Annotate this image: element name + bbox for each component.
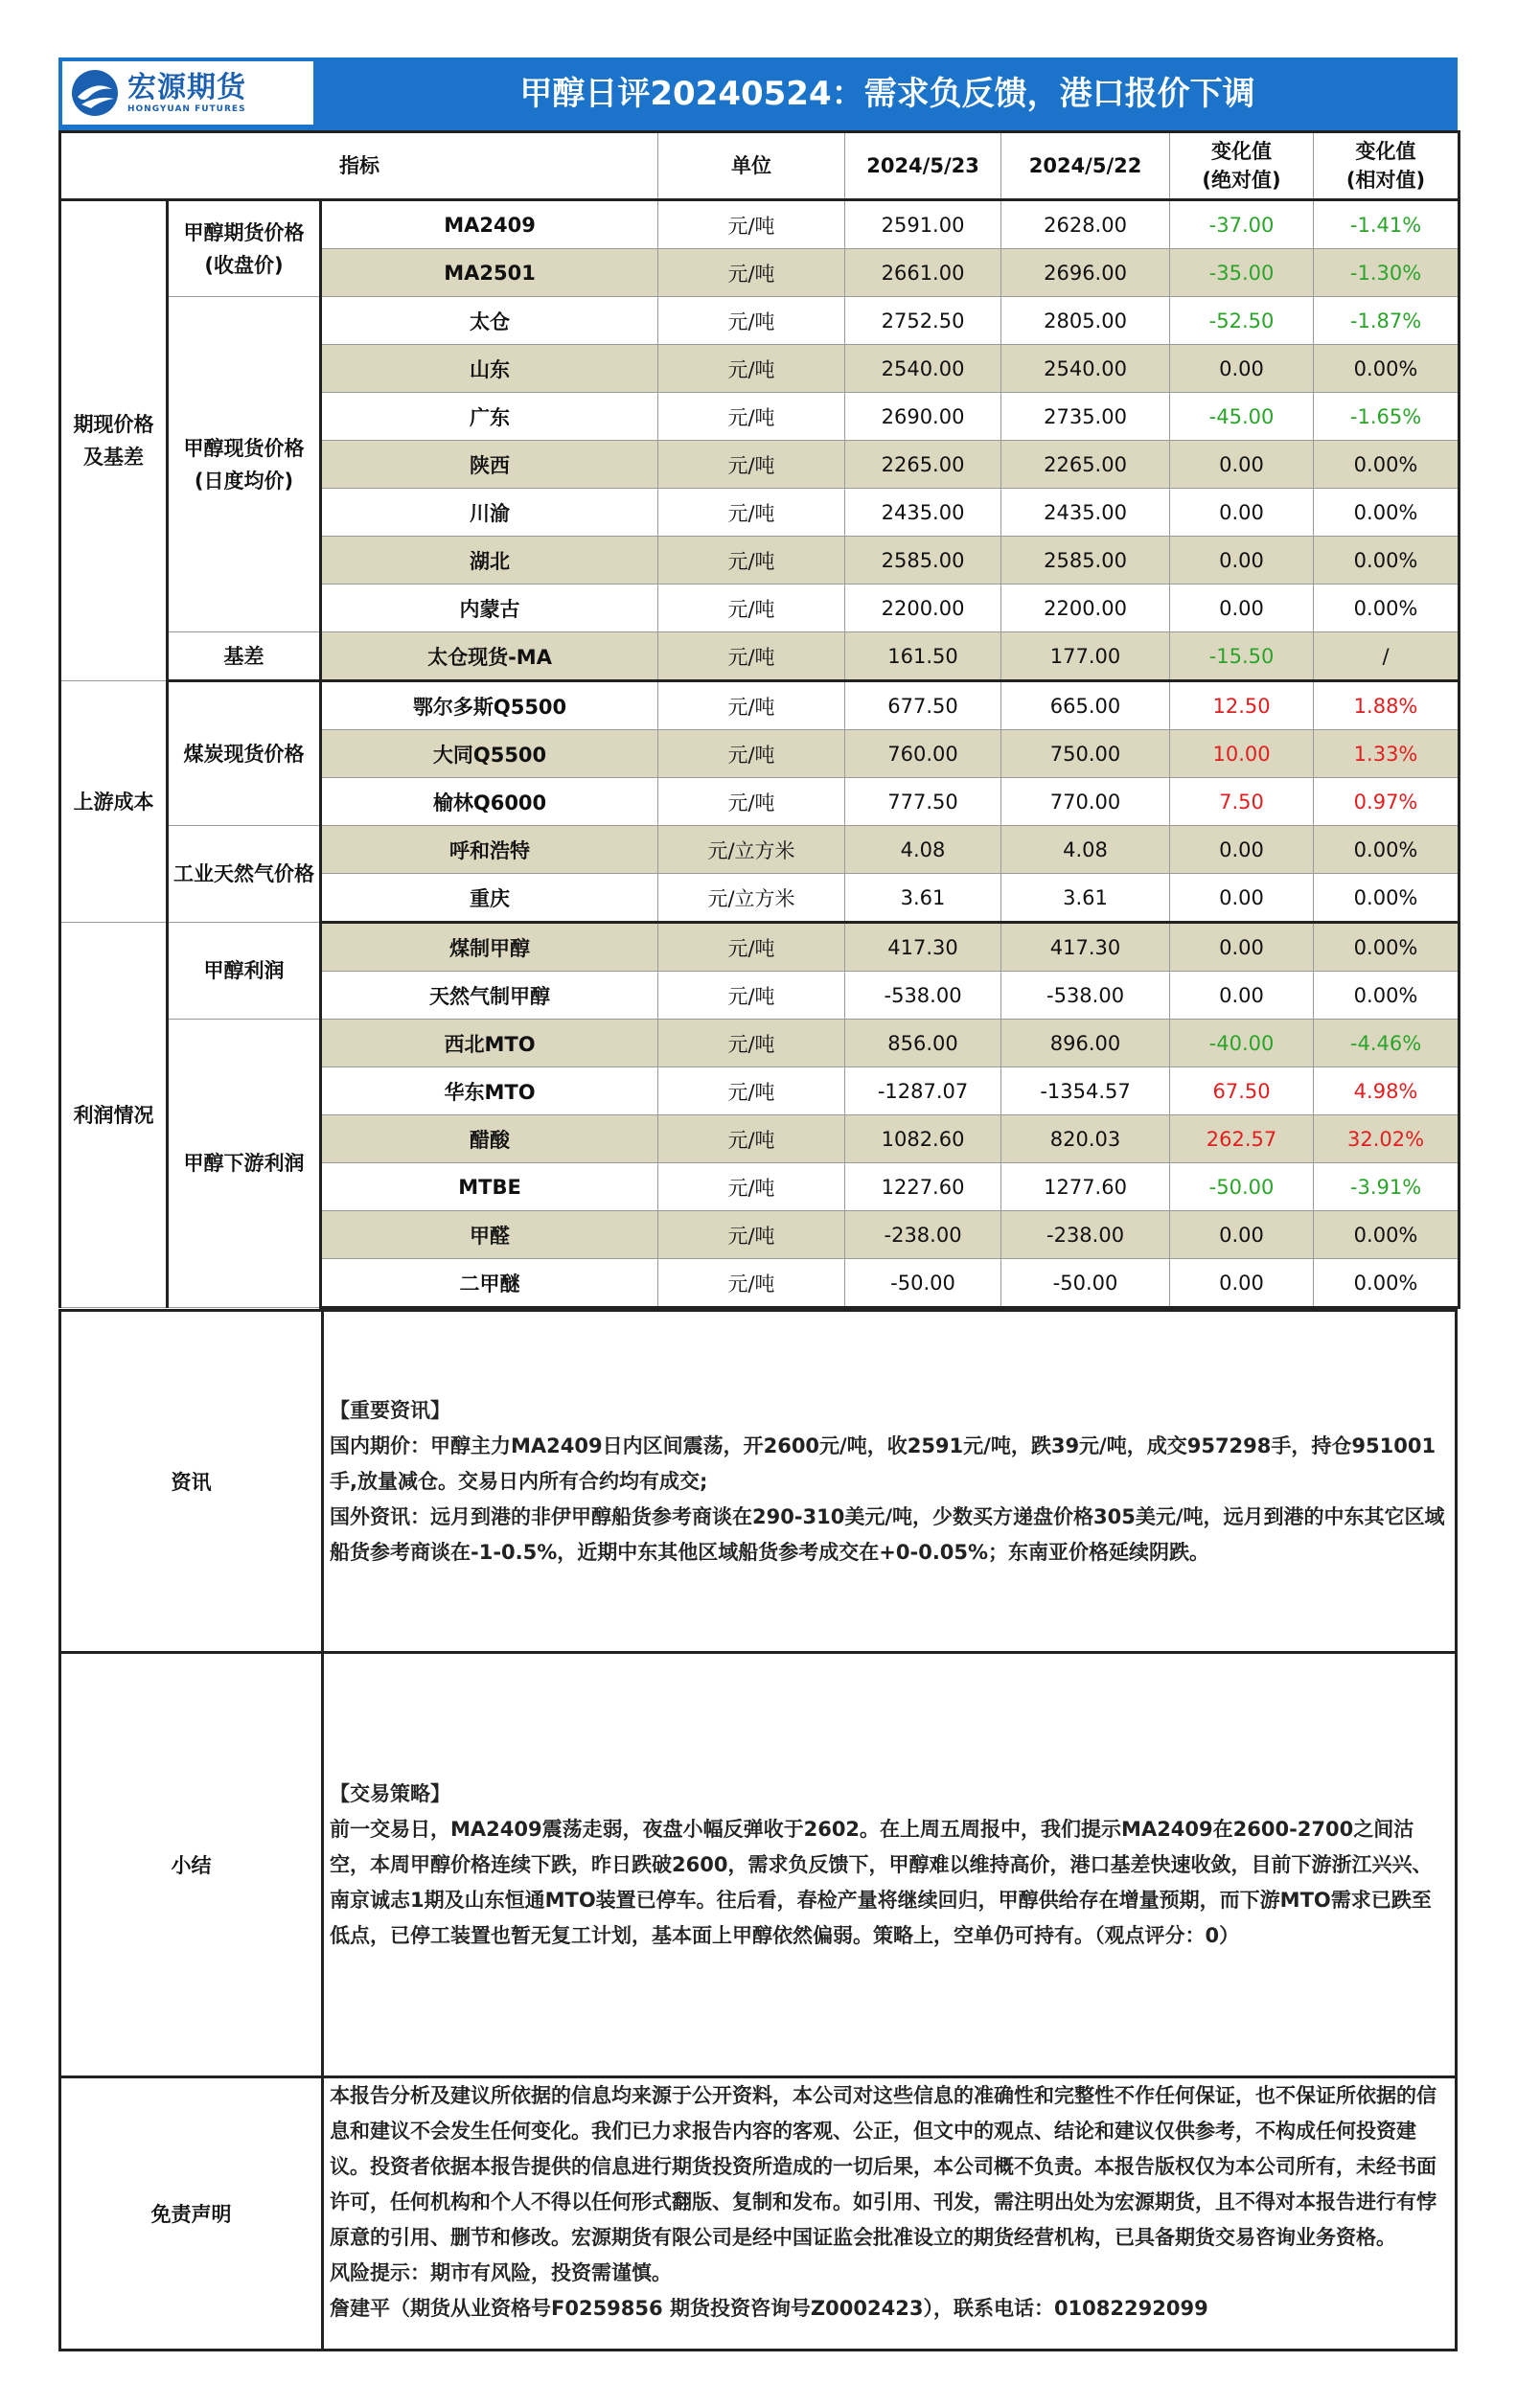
value-date-2: 2696.00 [1001,249,1170,297]
change-rel-cell: -1.65% [1314,393,1460,441]
indicator-name: 西北MTO [321,1020,658,1067]
news-heading: 【重要资讯】 [330,1398,450,1422]
change-abs-cell: 10.00 [1170,730,1314,778]
change-rel-cell: 4.98% [1314,1067,1460,1115]
report-title: 甲醇日评20240524：需求负反馈，港口报价下调 [519,75,1255,113]
unit-cell: 元/吨 [658,1115,845,1163]
category-cell: 利润情况 [60,923,168,1308]
value-date-2: 3.61 [1001,874,1170,923]
indicator-name: 太仓 [321,297,658,345]
value-date-1: 2435.00 [845,489,1001,537]
unit-cell: 元/吨 [658,1211,845,1259]
change-abs-cell: 0.00 [1170,923,1314,972]
news-label: 资讯 [60,1311,323,1653]
indicator-name: 川渝 [321,489,658,537]
indicator-name: 陕西 [321,441,658,489]
table-row [60,923,1460,972]
value-date-2: -50.00 [1001,1259,1170,1308]
unit-cell: 元/立方米 [658,874,845,923]
value-date-2: 2585.00 [1001,537,1170,585]
change-rel-cell: -1.30% [1314,249,1460,297]
change-abs-cell: 12.50 [1170,681,1314,730]
col-date-1: 2024/5/23 [845,132,1001,200]
change-abs-cell: -37.00 [1170,200,1314,249]
value-date-1: 2690.00 [845,393,1001,441]
value-date-1: 4.08 [845,826,1001,874]
subcategory-cell: 工业天然气价格 [168,826,321,923]
change-abs-cell: 262.57 [1170,1115,1314,1163]
indicator-name: 广东 [321,393,658,441]
company-logo [62,61,313,125]
value-date-1: 777.50 [845,778,1001,826]
change-rel-cell: 0.00% [1314,441,1460,489]
value-date-1: 760.00 [845,730,1001,778]
unit-cell: 元/吨 [658,1067,845,1115]
change-abs-cell: 0.00 [1170,345,1314,393]
news-section [60,1311,1457,1653]
value-date-1: 2200.00 [845,585,1001,632]
unit-cell: 元/吨 [658,778,845,826]
report-page [58,57,1458,2351]
change-rel-cell: -4.46% [1314,1020,1460,1067]
indicator-name: MA2409 [321,200,658,249]
text-sections [58,1309,1458,2351]
value-date-2: -238.00 [1001,1211,1170,1259]
summary-body [323,1653,1457,2077]
value-date-1: 677.50 [845,681,1001,730]
change-rel-cell: 0.00% [1314,923,1460,972]
summary-strategy: 前一交易日，MA2409震荡走弱，夜盘小幅反弹收于2602。在上周五周报中，我们提示MA2409在2600-2700之间沽空，本周甲醇价格连续下跌，昨日跌破2600，需求负反馈下，甲醇难以维持高价，港口基差快速收敛，目前下游浙江兴兴、南京诚志1期及山东恒通MTO装置已停车。往后看，春检产量将继续回归，甲醇供给存在增量预期，而下游MTO需求已跌至低点，已停工装置也暂无复工计划，基本面上甲醇依然偏弱。策略上，空单仍可持有。（观点评分：0） [330,1817,1433,1947]
change-rel-cell: 0.00% [1314,345,1460,393]
indicator-name: 二甲醚 [321,1259,658,1308]
change-abs-cell: 7.50 [1170,778,1314,826]
logo-en-text: HONGYUAN FUTURES [127,104,246,114]
col-date-2: 2024/5/22 [1001,132,1170,200]
logo-cn-text: 宏源期货 [127,71,246,104]
disclaimer-text: 本报告分析及建议所依据的信息均来源于公开资料，本公司对这些信息的准确性和完整性不作任何保证，也不保证所依据的信息和建议不会发生任何变化。我们已力求报告内容的客观、公正，但文中的观点、结论和建议仅供参考，不构成任何投资建议。投资者依据本报告提供的信息进行期货投资所造成的一切后果，本公司概不负责。本报告版权仅为本公司所有，未经书面许可，任何机构和个人不得以任何形式翻版、复制和发布。如引用、刊发，需注明出处为宏源期货，且不得对本报告进行有悖原意的引用、删节和修改。宏源期货有限公司是经中国证监会批准设立的期货经营机构，已具备期货交易咨询业务资格。 [330,2084,1437,2249]
col-indicator: 指标 [60,132,658,200]
indicator-name: 呼和浩特 [321,826,658,874]
summary-heading: 【交易策略】 [330,1781,450,1805]
subcategory-cell: 甲醇期货价格 (收盘价) [168,200,321,297]
indicator-name: 甲醛 [321,1211,658,1259]
disclaimer-body [323,2077,1457,2351]
change-rel-cell: 0.97% [1314,778,1460,826]
unit-cell: 元/吨 [658,249,845,297]
unit-cell: 元/吨 [658,1163,845,1211]
value-date-1: 2752.50 [845,297,1001,345]
change-abs-cell: 0.00 [1170,537,1314,585]
change-abs-cell: 0.00 [1170,874,1314,923]
value-date-1: 856.00 [845,1020,1001,1067]
unit-cell: 元/立方米 [658,826,845,874]
subcategory-cell: 基差 [168,632,321,681]
value-date-2: 2265.00 [1001,441,1170,489]
indicator-name: 内蒙古 [321,585,658,632]
value-date-2: 2435.00 [1001,489,1170,537]
indicator-name: 湖北 [321,537,658,585]
col-change-abs: 变化值 (绝对值) [1170,132,1314,200]
change-abs-cell: -15.50 [1170,632,1314,681]
change-abs-cell: -52.50 [1170,297,1314,345]
indicator-name: 山东 [321,345,658,393]
table-row [60,200,1460,249]
change-rel-cell: 1.88% [1314,681,1460,730]
value-date-1: 1227.60 [845,1163,1001,1211]
value-date-1: -50.00 [845,1259,1001,1308]
hongyuan-logo-icon [70,68,120,118]
report-header [58,57,1458,130]
value-date-1: 2265.00 [845,441,1001,489]
unit-cell: 元/吨 [658,923,845,972]
col-unit: 单位 [658,132,845,200]
summary-section [60,1653,1457,2077]
value-date-2: 2735.00 [1001,393,1170,441]
unit-cell: 元/吨 [658,489,845,537]
value-date-1: 417.30 [845,923,1001,972]
unit-cell: 元/吨 [658,585,845,632]
value-date-2: 2628.00 [1001,200,1170,249]
change-rel-cell: -1.87% [1314,297,1460,345]
change-rel-cell: 0.00% [1314,489,1460,537]
indicator-name: 天然气制甲醇 [321,972,658,1020]
unit-cell: 元/吨 [658,537,845,585]
subcategory-cell: 甲醇现货价格 (日度均价) [168,297,321,632]
col-change-rel: 变化值 (相对值) [1314,132,1460,200]
value-date-1: 161.50 [845,632,1001,681]
disclaimer-label: 免责声明 [60,2077,323,2351]
unit-cell: 元/吨 [658,632,845,681]
indicator-name: 榆林Q6000 [321,778,658,826]
change-abs-cell: 0.00 [1170,972,1314,1020]
change-rel-cell: -1.41% [1314,200,1460,249]
table-row [60,681,1460,730]
value-date-2: 750.00 [1001,730,1170,778]
value-date-2: 417.30 [1001,923,1170,972]
value-date-1: 2661.00 [845,249,1001,297]
subcategory-cell: 甲醇利润 [168,923,321,1020]
analyst-contact: 詹建平（期货从业资格号F0259856 期货投资咨询号Z0002423），联系电话：01082292099 [330,2297,1208,2320]
value-date-1: -238.00 [845,1211,1001,1259]
indicator-name: MA2501 [321,249,658,297]
change-abs-cell: 0.00 [1170,1211,1314,1259]
indicator-name: 煤制甲醇 [321,923,658,972]
value-date-1: 3.61 [845,874,1001,923]
value-date-2: 177.00 [1001,632,1170,681]
change-rel-cell: 0.00% [1314,1259,1460,1308]
indicator-name: 鄂尔多斯Q5500 [321,681,658,730]
category-cell: 上游成本 [60,681,168,923]
change-abs-cell: -50.00 [1170,1163,1314,1211]
value-date-1: 2540.00 [845,345,1001,393]
change-abs-cell: 0.00 [1170,441,1314,489]
unit-cell: 元/吨 [658,730,845,778]
table-row [60,297,1460,345]
value-date-2: 820.03 [1001,1115,1170,1163]
value-date-1: 2585.00 [845,537,1001,585]
value-date-1: -538.00 [845,972,1001,1020]
indicator-name: 华东MTO [321,1067,658,1115]
indicator-name: 重庆 [321,874,658,923]
indicator-name: 太仓现货-MA [321,632,658,681]
change-abs-cell: 0.00 [1170,826,1314,874]
value-date-2: 1277.60 [1001,1163,1170,1211]
indicator-name: 大同Q5500 [321,730,658,778]
indicator-name: MTBE [321,1163,658,1211]
change-rel-cell: 0.00% [1314,972,1460,1020]
subcategory-cell: 甲醇下游利润 [168,1020,321,1308]
unit-cell: 元/吨 [658,681,845,730]
change-rel-cell: 32.02% [1314,1115,1460,1163]
unit-cell: 元/吨 [658,1259,845,1308]
data-table [58,130,1460,1309]
change-abs-cell: -35.00 [1170,249,1314,297]
value-date-2: 896.00 [1001,1020,1170,1067]
change-rel-cell: -3.91% [1314,1163,1460,1211]
change-abs-cell: 0.00 [1170,489,1314,537]
value-date-1: 1082.60 [845,1115,1001,1163]
value-date-2: -538.00 [1001,972,1170,1020]
table-row [60,632,1460,681]
disclaimer-section [60,2077,1457,2351]
news-body [323,1311,1457,1653]
change-rel-cell: / [1314,632,1460,681]
indicator-name: 醋酸 [321,1115,658,1163]
category-cell: 期现价格 及基差 [60,200,168,681]
change-abs-cell: -40.00 [1170,1020,1314,1067]
unit-cell: 元/吨 [658,1020,845,1067]
unit-cell: 元/吨 [658,200,845,249]
value-date-1: 2591.00 [845,200,1001,249]
change-rel-cell: 0.00% [1314,826,1460,874]
subcategory-cell: 煤炭现货价格 [168,681,321,826]
change-abs-cell: 67.50 [1170,1067,1314,1115]
value-date-2: 770.00 [1001,778,1170,826]
change-rel-cell: 0.00% [1314,537,1460,585]
value-date-2: 2805.00 [1001,297,1170,345]
change-abs-cell: 0.00 [1170,1259,1314,1308]
value-date-2: 4.08 [1001,826,1170,874]
change-rel-cell: 0.00% [1314,874,1460,923]
value-date-2: 2540.00 [1001,345,1170,393]
news-foreign: 国外资讯：远月到港的非伊甲醇船货参考商谈在290-310美元/吨，少数买方递盘价格305美元/吨，远月到港的中东其它区域船货参考商谈在-1-0.5%，近期中东其他区域船货参考成交在+0-0.05%；东南亚价格延续阴跌。 [330,1504,1445,1564]
change-abs-cell: -45.00 [1170,393,1314,441]
unit-cell: 元/吨 [658,441,845,489]
unit-cell: 元/吨 [658,345,845,393]
value-date-2: 665.00 [1001,681,1170,730]
unit-cell: 元/吨 [658,972,845,1020]
unit-cell: 元/吨 [658,393,845,441]
change-abs-cell: 0.00 [1170,585,1314,632]
unit-cell: 元/吨 [658,297,845,345]
change-rel-cell: 1.33% [1314,730,1460,778]
table-header [60,132,1460,200]
summary-label: 小结 [60,1653,323,2077]
value-date-1: -1287.07 [845,1067,1001,1115]
risk-warning: 风险提示：期市有风险，投资需谨慎。 [330,2261,672,2284]
change-rel-cell: 0.00% [1314,1211,1460,1259]
table-row [60,1020,1460,1067]
change-rel-cell: 0.00% [1314,585,1460,632]
news-domestic: 国内期价：甲醇主力MA2409日内区间震荡，开2600元/吨，收2591元/吨，跌39元/吨，成交957298手，持仓951001手,放量减仓。交易日内所有合约均有成交; [330,1433,1437,1493]
value-date-2: -1354.57 [1001,1067,1170,1115]
value-date-2: 2200.00 [1001,585,1170,632]
table-row [60,826,1460,874]
